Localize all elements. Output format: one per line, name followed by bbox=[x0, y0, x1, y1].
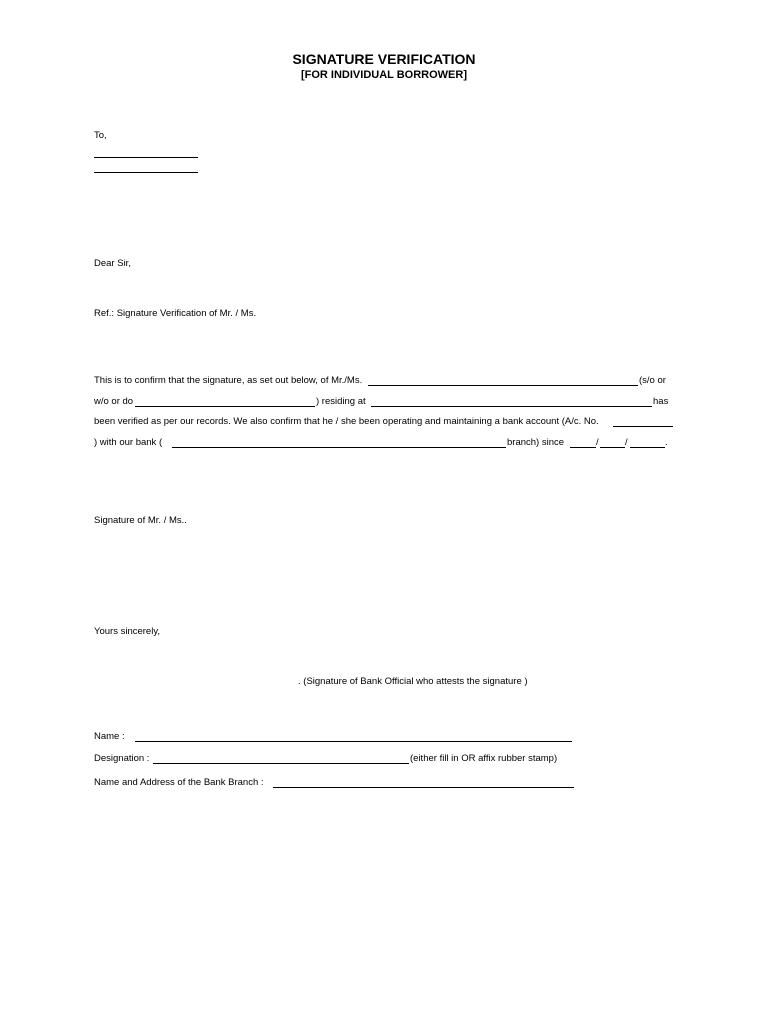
bank-branch-blank[interactable] bbox=[172, 447, 506, 448]
residence-blank[interactable] bbox=[371, 406, 652, 407]
body-line-4-start: ) with our bank ( bbox=[94, 437, 163, 448]
since-month-blank[interactable] bbox=[600, 447, 625, 448]
closing: Yours sincerely, bbox=[94, 626, 161, 637]
address-line-2[interactable] bbox=[94, 172, 198, 173]
salutation: Dear Sir, bbox=[94, 258, 131, 269]
name-label: Name : bbox=[94, 731, 125, 742]
borrower-signature-label: Signature of Mr. / Ms.. bbox=[94, 515, 187, 526]
name-blank[interactable] bbox=[135, 741, 572, 742]
branch-address-label: Name and Address of the Bank Branch : bbox=[94, 777, 264, 788]
body-line-3: been verified as per our records. We also confirm that he / she been operating and maintaining a bank account (A/c. No. bbox=[94, 416, 599, 427]
designation-blank[interactable] bbox=[153, 763, 409, 764]
address-line-1[interactable] bbox=[94, 157, 198, 158]
since-year-blank[interactable] bbox=[630, 447, 665, 448]
designation-note: (either fill in OR affix rubber stamp) bbox=[410, 753, 558, 764]
body-line-4-since: branch) since bbox=[507, 437, 565, 448]
body-line-2-mid: ) residing at bbox=[316, 396, 366, 407]
document-subtitle: [FOR INDIVIDUAL BORROWER] bbox=[300, 69, 467, 81]
since-day-blank[interactable] bbox=[570, 447, 596, 448]
borrower-name-blank[interactable] bbox=[368, 385, 638, 386]
designation-label: Designation : bbox=[94, 753, 150, 764]
date-separator-1: / bbox=[596, 437, 599, 448]
reference-line: Ref.: Signature Verification of Mr. / Ms. bbox=[94, 308, 257, 319]
to-label: To, bbox=[94, 130, 107, 141]
branch-address-blank[interactable] bbox=[273, 787, 574, 788]
document-title: SIGNATURE VERIFICATION bbox=[292, 51, 476, 67]
body-line-2-end: has bbox=[653, 396, 669, 407]
account-number-blank[interactable] bbox=[613, 426, 673, 427]
body-line-1-start: This is to confirm that the signature, as set out below, of Mr./Ms. bbox=[94, 375, 363, 386]
relation-name-blank[interactable] bbox=[135, 406, 315, 407]
body-line-4-period: . bbox=[665, 437, 668, 448]
body-line-2-start: w/o or do bbox=[94, 396, 134, 407]
date-separator-2: / bbox=[625, 437, 628, 448]
official-signature-caption: . (Signature of Bank Official who attests the signature ) bbox=[298, 676, 528, 687]
body-line-1-end: (s/o or bbox=[639, 375, 666, 386]
